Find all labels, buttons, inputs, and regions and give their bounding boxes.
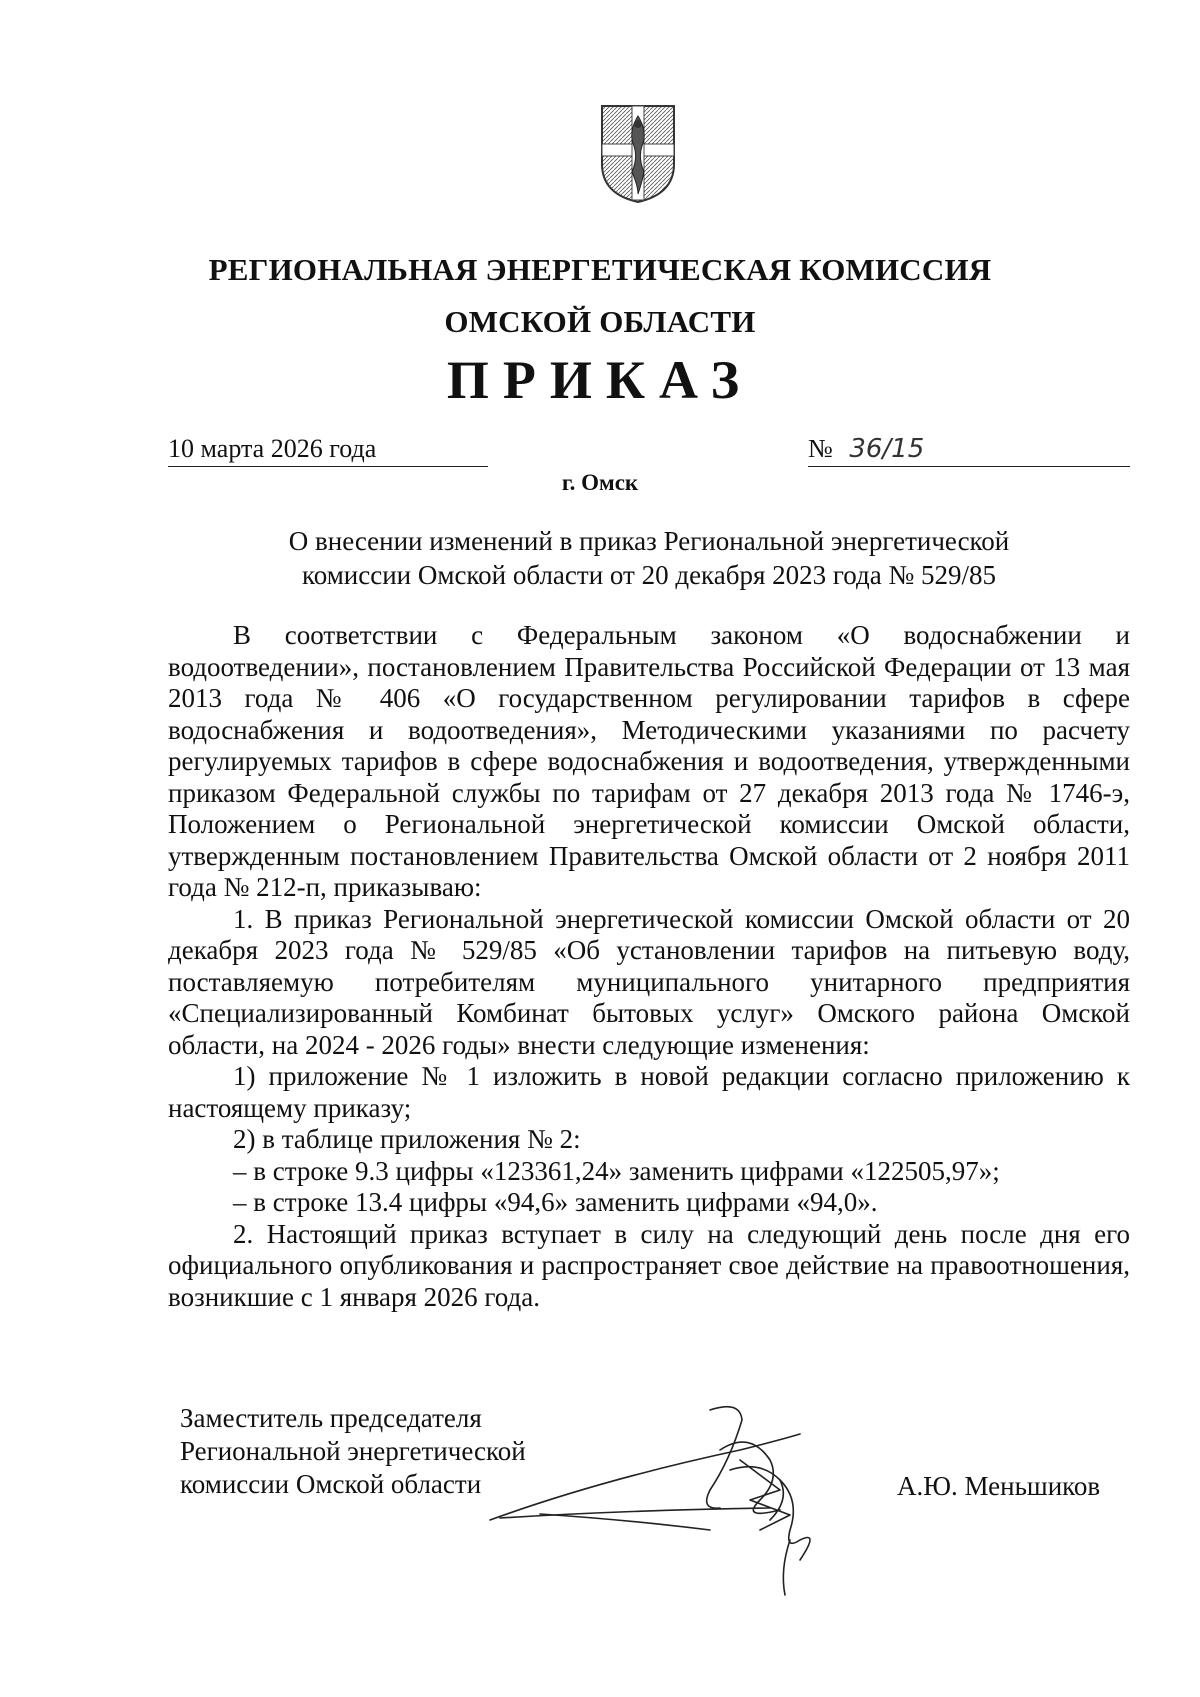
order-subject [168, 524, 1130, 592]
item-2-paragraph: 2. Настоящий приказ вступает в силу на следующий день после дня его официального опубликования и распространяет свое действие на правоотношения, возникшие с 1 января 2026 года. [168, 1218, 1130, 1312]
item-1-paragraph: 1. В приказ Региональной энергетической комиссии Омской области от 20 декабря 2023 года № 529/85 «Об установлении тарифов на питьевую воду, поставляемую потребителям муниципального унитарного предприятия «Специализированный Комбинат бытовых услуг» Омского района Омской области, на 2024 - 2026 годы» внести следующие изменения: [168, 903, 1130, 1060]
order-body [168, 620, 1130, 1313]
organization-name [100, 244, 1100, 348]
subject-line-1: О внесении изменений в приказ Региональной энергетической [288, 526, 1010, 556]
item-1-2-paragraph: 2) в таблице приложения № 2: [233, 1124, 581, 1154]
position-line-3: комиссии Омской области [180, 1469, 482, 1499]
subject-line-2: комиссии Омской области от 20 декабря 2023 года № 529/85 [301, 560, 997, 590]
city: г. Омск [561, 470, 639, 495]
order-date: 10 марта 2026 года [168, 432, 488, 467]
item-1-2b-paragraph: – в строке 13.4 цифры «94,6» заменить цифрами «94,0». [233, 1187, 878, 1217]
organization-line-1: РЕГИОНАЛЬНАЯ ЭНЕРГЕТИЧЕСКАЯ КОМИССИЯ [208, 252, 992, 287]
signatory-position [180, 1402, 526, 1501]
coat-of-arms-icon [598, 102, 678, 204]
document-title: ПРИКАЗ [446, 350, 754, 410]
organization-line-2: ОМСКОЙ ОБЛАСТИ [444, 304, 756, 339]
order-number-label: № [808, 434, 833, 463]
signatory-name: А.Ю. Меньшиков [897, 1471, 1101, 1501]
item-1-2a-paragraph: – в строке 9.3 цифры «123361,24» заменить цифрами «122505,97»; [233, 1155, 1000, 1186]
order-number [808, 432, 1130, 467]
signature-icon [480, 1390, 860, 1600]
item-1-1-paragraph: 1) приложение № 1 изложить в новой редакции согласно приложению к настоящему приказу; [168, 1061, 1130, 1123]
position-line-2: Региональной энергетической [180, 1436, 526, 1466]
position-line-1: Заместитель председателя [180, 1403, 482, 1433]
preamble-paragraph: В соответствии с Федеральным законом «О водоснабжении и водоотведении», постановлением Правительства Российской Федерации от 13 мая 2013 года № 406 «О государственном регулировании тарифов в сфере водоснабжения и водоотведения», Методическими указаниями по расчету регулируемых тарифов в сфере водоснабжения и водоотведения, утвержденными приказом Федеральной службы по тарифам от 27 декабря 2013 года № 1746-э, Положением о Региональной энергетической комиссии Омской области, утвержденным постановлением Правительства Омской области от 2 ноября 2011 года № 212-п, приказываю: [168, 620, 1130, 902]
order-number-value: 36/15 [849, 434, 925, 464]
